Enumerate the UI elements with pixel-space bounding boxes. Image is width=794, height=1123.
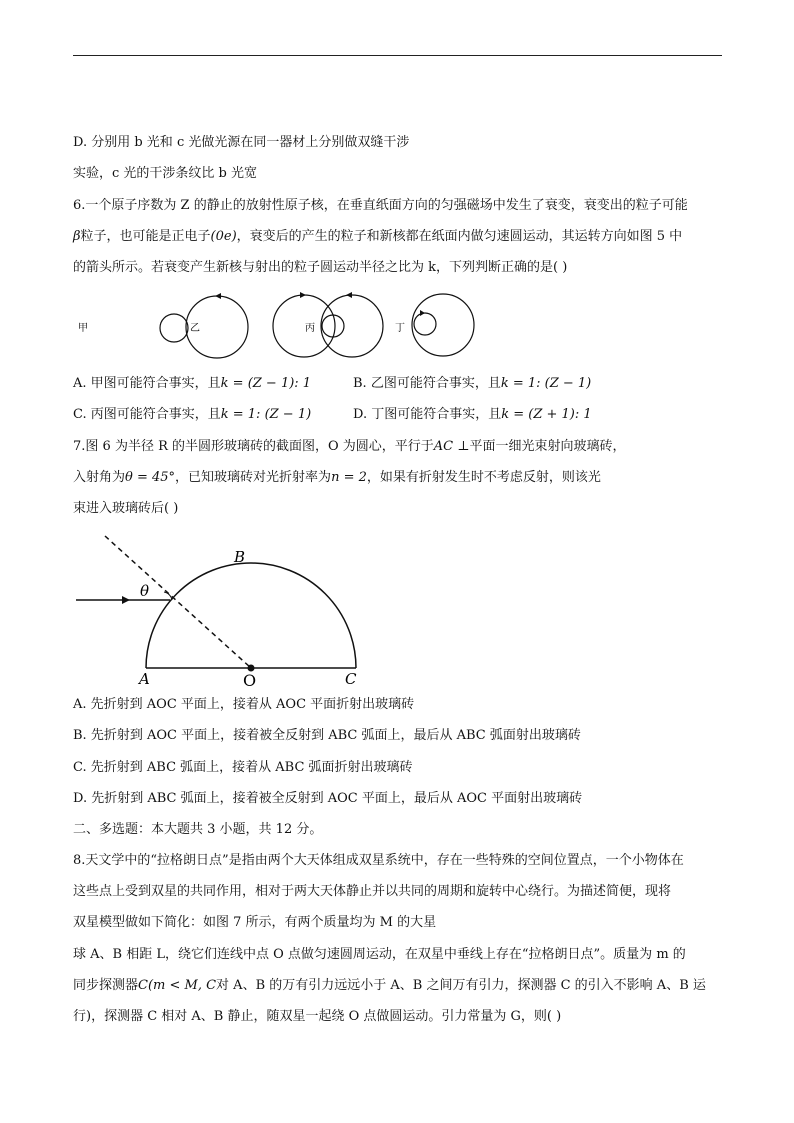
q7-stem-line1: 7.图 6 为半径 R 的半圆形玻璃砖的截面图，O 为圆心，平行于AC ⊥平面一细光束射向玻璃砖， [73, 439, 626, 454]
q5-option-d-line1: D. 分别用 b 光和 c 光做光源在同一器材上分别做双缝干涉 [73, 135, 410, 150]
q8-stem-line3: 双星模型做如下简化：如图 7 所示，有两个质量均为 M 的大星 [73, 915, 437, 930]
arrow-yi [300, 292, 306, 298]
arrow-jia [215, 293, 221, 299]
q6-stem-line1: 6.一个原子序数为 Z 的静止的放射性原子核，在垂直纸面方向的匀强磁场中发生了衰变，衰变出的粒子可能 [73, 198, 688, 213]
angle-arc [164, 592, 172, 600]
q8-stem-line2: 这些点上受到双星的共同作用，相对于两大天体静止并以共同的周期和旋转中心绕行。为描述简便，现将 [73, 884, 672, 899]
q6-stem-line3: 的箭头所示。若衰变产生新核与射出的粒子圆运动半径之比为 k，下列判断正确的是( ) [73, 260, 568, 275]
q7-option-b: B. 先折射到 AOC 平面上，接着被全反射到 ABC 弧面上，最后从 ABC 弧面射出玻璃砖 [73, 728, 581, 743]
label-c: C [345, 670, 357, 688]
q5-option-d-line2: 实验，c 光的干涉条纹比 b 光宽 [73, 166, 257, 181]
q6-option-d: D. 丁图可能符合事实，且k = (Z + 1): 1 [353, 407, 592, 422]
q7-figure-semicircle-glass [70, 530, 370, 690]
track-bing-large [321, 295, 383, 357]
track-yi-large [273, 295, 335, 357]
arrow-bing [346, 292, 352, 298]
positron-symbol: (0e) [210, 229, 237, 244]
arc-abc [146, 563, 356, 668]
section-heading-multiple-choice: 二、多选题：本大题共 3 小题，共 12 分。 [73, 822, 323, 837]
q6-option-a: A. 甲图可能符合事实，且k = (Z − 1): 1 [73, 376, 312, 391]
label-o: O [243, 671, 257, 690]
label-jia: 甲 [78, 323, 88, 334]
q7-option-c: C. 先折射到 ABC 弧面上，接着从 ABC 弧面折射出玻璃砖 [73, 760, 413, 775]
q7-option-a: A. 先折射到 AOC 平面上，接着从 AOC 平面折射出玻璃砖 [73, 697, 415, 712]
beta-symbol: β [73, 229, 81, 244]
label-yi: 乙 [190, 323, 200, 334]
track-ding-small [414, 313, 436, 335]
incident-arrow [122, 596, 130, 604]
track-jia-small [160, 314, 188, 342]
q7-stem-line3: 束进入玻璃砖后( ) [73, 501, 179, 516]
q6-option-b: B. 乙图可能符合事实，且k = 1: (Z − 1) [353, 376, 592, 391]
q8-stem-line1: 8.天文学中的“拉格朗日点”是指由两个大天体组成双星系统中，存在一些特殊的空间位置点，一个小物体在 [73, 853, 684, 868]
arrow-ding [420, 310, 425, 316]
q6-stem-line2: β粒子，也可能是正电子(0e)，衰变后的产生的粒子和新核都在纸面内做匀速圆运动，其运转方向如图 5 中 [73, 229, 683, 244]
q8-stem-line6: 行)，探测器 C 相对 A、B 静止，随双星一起绕 O 点做圆运动。引力常量为 G，则( ) [73, 1009, 562, 1024]
label-theta: θ [140, 582, 150, 600]
q8-stem-line4: 球 A、B 相距 L，绕它们连线中点 O 点做匀速圆周运动，在双星中垂线上存在“拉格朗日点”。质量为 m 的 [73, 947, 686, 962]
label-a: A [139, 670, 150, 688]
label-bing: 丙 [305, 323, 315, 334]
header-rule [73, 55, 722, 56]
label-ding: 丁 [395, 323, 405, 334]
q6-figure-decay-tracks [70, 285, 490, 370]
track-bing-small [322, 315, 344, 337]
track-ding-large [412, 294, 474, 356]
q7-stem-line2: 入射角为θ = 45°，已知玻璃砖对光折射率为n = 2，如果有折射发生时不考虑反射，则该光 [73, 470, 601, 485]
q8-stem-line5: 同步探测器C(m < M, C对 A、B 的万有引力远远小于 A、B 之间万有引力，探测器 C 的引入不影响 A、B 运 [73, 978, 706, 993]
q7-option-d: D. 先折射到 ABC 弧面上，接着被全反射到 AOC 平面上，最后从 AOC 平面射出玻璃砖 [73, 791, 583, 806]
q6-option-c: C. 丙图可能符合事实，且k = 1: (Z − 1) [73, 407, 312, 422]
normal-dashed [105, 536, 251, 668]
label-b: B [234, 548, 246, 566]
